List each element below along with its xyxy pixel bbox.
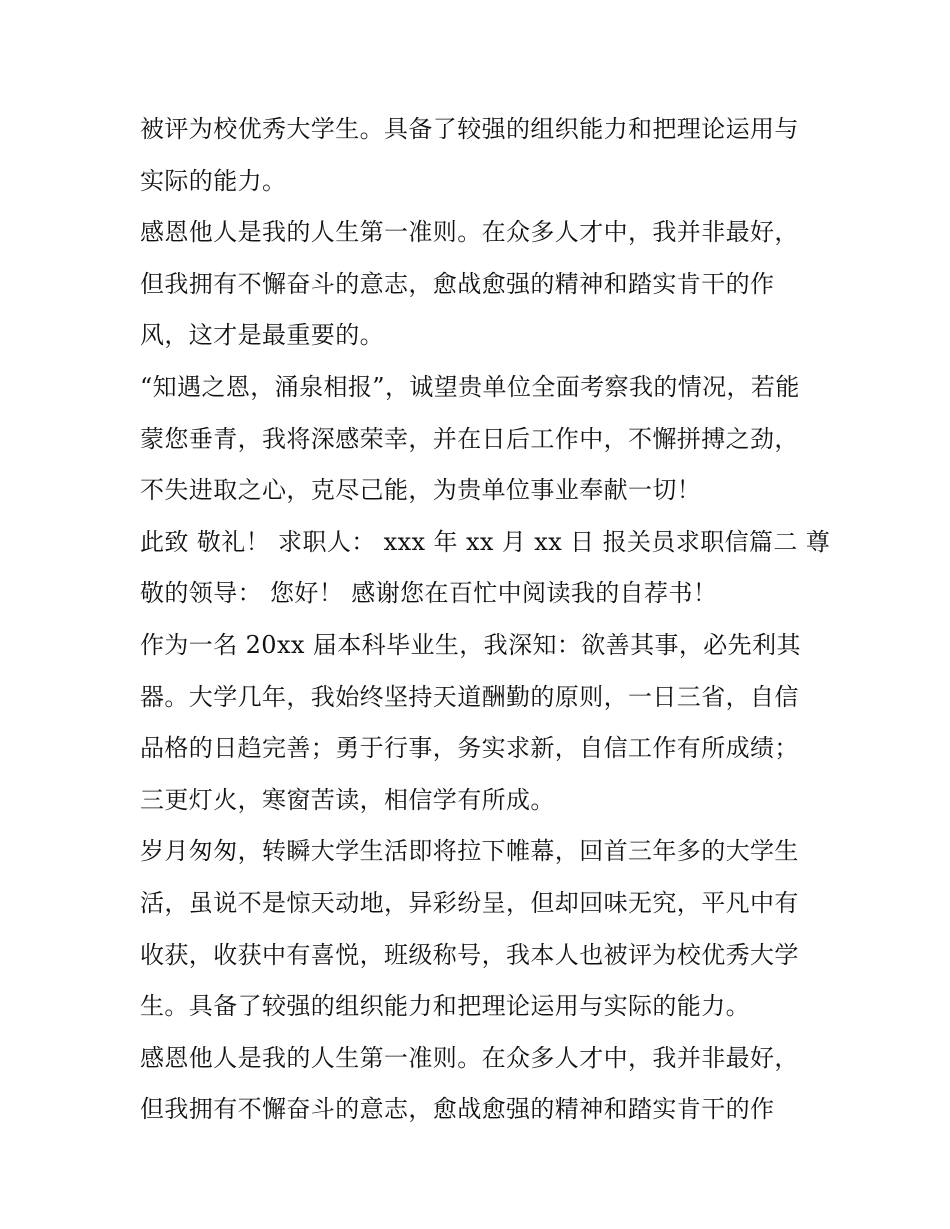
text-line: 感恩他人是我的人生第一准则。在众多人才中，我并非最好， (140, 218, 799, 247)
text-line: 作为一名 20xx 届本科毕业生，我深知：欲善其事，必先利其 (140, 630, 801, 659)
text-line: 岁月匆匆，转瞬大学生活即将拉下帷幕，回首三年多的大学生 (140, 837, 799, 866)
text-line: 蒙您垂青，我将深感荣幸，并在日后工作中，不懈拼搏之劲， (140, 424, 799, 453)
text-line: 风，这才是最重要的。 (140, 321, 384, 350)
text-line: 生。具备了较强的组织能力和把理论运用与实际的能力。 (140, 992, 750, 1021)
text-line: 器。大学几年，我始终坚持天道酬勤的原则，一日三省，自信 (140, 682, 799, 711)
text-line: 三更灯火，寒窗苦读，相信学有所成。 (140, 785, 555, 814)
text-line: 活，虽说不是惊天动地，异彩纷呈，但却回味无究，平凡中有 (140, 888, 799, 917)
text-line: 被评为校优秀大学生。具备了较强的组织能力和把理论运用与 (140, 115, 799, 143)
text-line: 收获，收获中有喜悦，班级称号，我本人也被评为校优秀大学 (140, 940, 799, 969)
text-line: 但我拥有不懈奋斗的意志，愈战愈强的精神和踏实肯干的作 (140, 269, 775, 298)
text-line: 但我拥有不懈奋斗的意志，愈战愈强的精神和踏实肯干的作 (140, 1095, 775, 1124)
text-line: 感恩他人是我的人生第一准则。在众多人才中，我并非最好， (140, 1043, 799, 1072)
text-line: “知遇之恩，涌泉相报”，诚望贵单位全面考察我的情况，若能 (140, 372, 800, 401)
text-line: 敬的领导： 您好！ 感谢您在百忙中阅读我的自荐书！ (140, 579, 718, 608)
text-line: 实际的能力。 (140, 166, 287, 195)
text-line: 品格的日趋完善；勇于行事，务实求新，自信工作有所成绩； (140, 734, 799, 763)
text-line: 不失进取之心，克尽己能，为贵单位事业奉献一切！ (140, 476, 702, 505)
document-body (140, 104, 831, 1136)
text-line: 此致 敬礼！ 求职人： xxx 年 xx 月 xx 日 报关员求职信篇二 尊 (140, 527, 831, 556)
